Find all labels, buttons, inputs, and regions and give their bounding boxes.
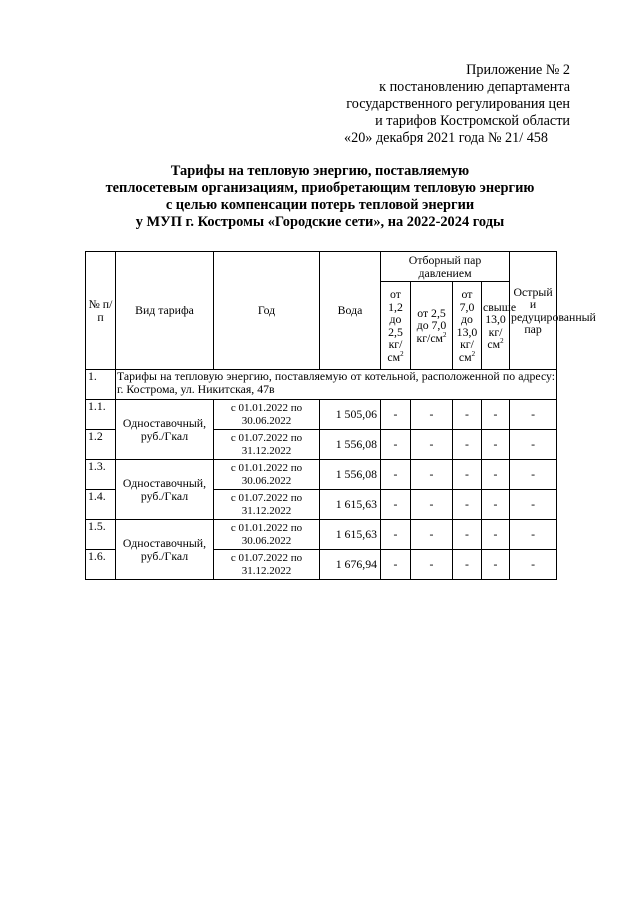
header-water: Вода <box>320 252 381 370</box>
period-cell: с 01.07.2022 по 31.12.2022 <box>214 430 320 460</box>
dash-cell: - <box>411 430 453 460</box>
section-row <box>86 370 557 400</box>
appendix-line: государственного регулирования цен <box>346 96 570 112</box>
appendix-header <box>270 62 570 147</box>
header-pressure-2: от 2,5 до 7,0 $кг/см^2$ <box>411 282 453 370</box>
appendix-date-line: «20» декабря 2021 года № 21/ 458 <box>344 130 548 146</box>
tariff-type-cell: Одноставочный, руб./Гкал <box>116 520 214 580</box>
document-title <box>80 163 560 231</box>
table-row <box>86 460 557 490</box>
dash-cell: - <box>381 490 411 520</box>
row-num: 1.4. <box>86 490 116 520</box>
title-line: Тарифы на тепловую энергию, поставляемую <box>170 163 470 179</box>
dash-cell: - <box>510 520 557 550</box>
header-pressure-4: свыше 13,0 $кг/см^2$ <box>482 282 510 370</box>
appendix-line: к постановлению департамента <box>379 79 570 95</box>
section-text: Тарифы на тепловую энергию, поставляемую от котельной, расположенной по адресу: г. Кострома, ул. Никитская, 47в <box>116 370 557 400</box>
dash-cell: - <box>453 430 482 460</box>
period-cell: с 01.01.2022 по 30.06.2022 <box>214 400 320 430</box>
dash-cell: - <box>510 460 557 490</box>
dash-cell: - <box>510 400 557 430</box>
dash-cell: - <box>411 550 453 580</box>
header-steam-group: Отборный пар давлением <box>381 252 510 282</box>
dash-cell: - <box>510 430 557 460</box>
appendix-line: и тарифов Костромской области <box>375 113 570 129</box>
dash-cell: - <box>482 550 510 580</box>
dash-cell: - <box>482 460 510 490</box>
tariff-table <box>85 251 596 580</box>
dash-cell: - <box>381 400 411 430</box>
water-value: 1 556,08 <box>320 460 381 490</box>
appendix-line: Приложение № 2 <box>466 62 570 78</box>
dash-cell: - <box>453 490 482 520</box>
dash-cell: - <box>381 460 411 490</box>
header-pressure-3: от 7,0 до 13,0 $кг/см^2$ <box>453 282 482 370</box>
dash-cell: - <box>453 460 482 490</box>
header-sharp-steam: Острый и редуцированный пар <box>510 252 557 370</box>
dash-cell: - <box>453 520 482 550</box>
dash-cell: - <box>411 490 453 520</box>
water-value: 1 615,63 <box>320 520 381 550</box>
dash-cell: - <box>381 430 411 460</box>
title-line: у МУП г. Костромы «Городские сети», на 2022-2024 годы <box>135 214 505 230</box>
dash-cell: - <box>453 400 482 430</box>
header-num: № п/п <box>86 252 116 370</box>
dash-cell: - <box>510 490 557 520</box>
row-num: 1.2 <box>86 430 116 460</box>
tariff-type-cell: Одноставочный, руб./Гкал <box>116 400 214 460</box>
dash-cell: - <box>482 400 510 430</box>
period-cell: с 01.07.2022 по 31.12.2022 <box>214 490 320 520</box>
row-num: 1.3. <box>86 460 116 490</box>
table-row <box>86 520 557 550</box>
table-header-row <box>86 252 557 282</box>
row-num: 1.5. <box>86 520 116 550</box>
dash-cell: - <box>482 520 510 550</box>
period-cell: с 01.01.2022 по 30.06.2022 <box>214 520 320 550</box>
dash-cell: - <box>381 550 411 580</box>
dash-cell: - <box>381 520 411 550</box>
title-line: теплосетевым организациям, приобретающим тепловую энергию <box>105 180 535 196</box>
tariff-type-cell: Одноставочный, руб./Гкал <box>116 460 214 520</box>
header-pressure-1: от 1,2 до 2,5 $кг/см^2$ <box>381 282 411 370</box>
header-tariff-type: Вид тарифа <box>116 252 214 370</box>
dash-cell: - <box>510 550 557 580</box>
table-row <box>86 400 557 430</box>
dash-cell: - <box>482 430 510 460</box>
water-value: 1 505,06 <box>320 400 381 430</box>
dash-cell: - <box>411 400 453 430</box>
dash-cell: - <box>411 460 453 490</box>
water-value: 1 615,63 <box>320 490 381 520</box>
header-year: Год <box>214 252 320 370</box>
title-line: с целью компенсации потерь тепловой энергии <box>165 197 475 213</box>
dash-cell: - <box>453 550 482 580</box>
water-value: 1 676,94 <box>320 550 381 580</box>
period-cell: с 01.07.2022 по 31.12.2022 <box>214 550 320 580</box>
dash-cell: - <box>482 490 510 520</box>
row-num: 1.6. <box>86 550 116 580</box>
water-value: 1 556,08 <box>320 430 381 460</box>
row-num: 1.1. <box>86 400 116 430</box>
dash-cell: - <box>411 520 453 550</box>
period-cell: с 01.01.2022 по 30.06.2022 <box>214 460 320 490</box>
section-num: 1. <box>86 370 116 400</box>
